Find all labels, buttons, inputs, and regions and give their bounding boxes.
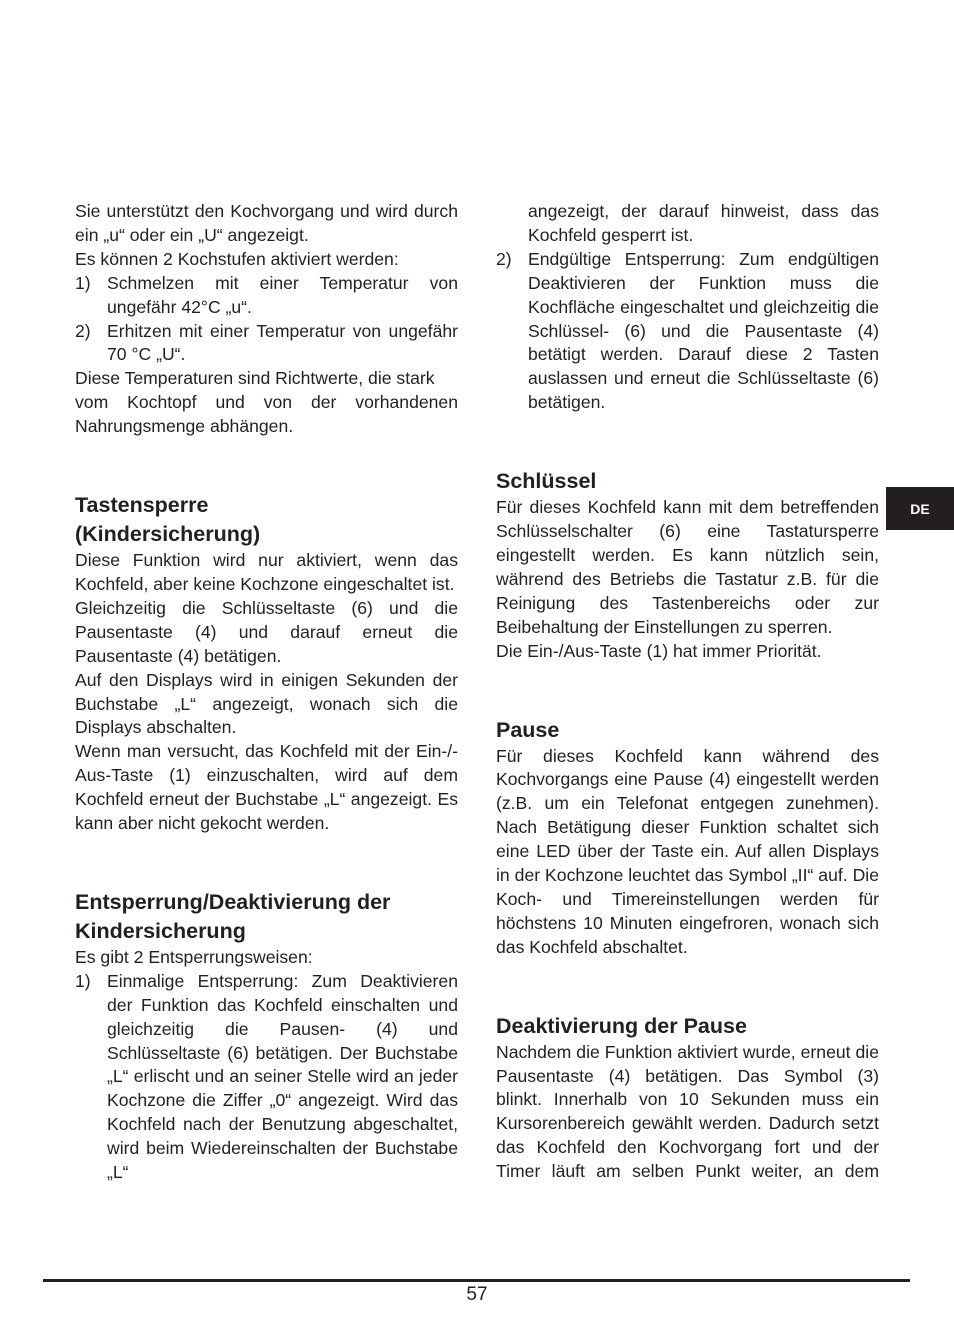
deaktivierung-paragraph: Nachdem die Funktion aktiviert wurde, erneut die Pausentaste (4) betätigen. Das Symbol (3) blinkt. Innerhalb von 10 Sekunden muss ein Kursorenbereich gewählt werden. Dadurch setzt das Kochfeld den Kochvorgang fort und der Timer läuft am selben Punkt weiter, an dem bbox=[496, 1041, 879, 1182]
left-column bbox=[75, 200, 458, 1185]
list-item-text: Einmalige Entsperrung: Zum Deaktivieren der Funktion das Kochfeld einschalten und gleichzeitig die Pausen- (4) und Schlüsseltaste (6) betätigen. Der Buchstabe „L“ erlischt und an seiner Stelle wird an jeder Kochzone die Ziffer „0“ angezeigt. Wird das Kochfeld nach der Benutzung abgeschaltet, wird beim Wiedereinschalten der Buchstabe „L“ bbox=[107, 970, 458, 1183]
list-item bbox=[496, 248, 879, 415]
intro-paragraph-2: Es können 2 Kochstufen aktiviert werden: bbox=[75, 248, 399, 269]
list-item bbox=[75, 320, 458, 368]
footer-divider bbox=[43, 1279, 910, 1282]
list-item bbox=[75, 272, 458, 320]
schluessel-paragraph-2: Die Ein-/Aus-Taste (1) hat immer Priorität. bbox=[496, 640, 822, 661]
list-item-number: 2) bbox=[496, 248, 512, 269]
list-item-text: Erhitzen mit einer Temperatur von ungefähr 70 °C „U“. bbox=[107, 320, 458, 365]
section-heading-entsperrung: Entsperrung/Deaktivierung der Kindersicherung bbox=[75, 889, 391, 943]
schluessel-paragraph-1: Für dieses Kochfeld kann mit dem betreffenden Schlüsselschalter (6) eine Tastatursperre eingestellt werden. Es kann nützlich sein, während des Betriebs die Tastatur z.B. für die Reinigung des Tastenbereichs oder zur Beibehaltung der Einstellungen zu sperren. bbox=[496, 497, 879, 637]
section-heading-pause: Pause bbox=[496, 717, 560, 742]
section-heading-schluessel: Schlüssel bbox=[496, 469, 597, 494]
tastensperre-paragraph: Auf den Displays wird in einigen Sekunden der Buchstabe „L“ angezeigt, wonach sich die Displays abschalten. bbox=[75, 669, 458, 738]
list-item-number: 1) bbox=[75, 272, 91, 293]
intro-paragraph-4: vom Kochtopf und von der vorhandenen Nahrungsmenge abhängen. bbox=[75, 392, 458, 437]
intro-paragraph-3: Diese Temperaturen sind Richtwerte, die stark bbox=[75, 368, 435, 389]
page-number: 57 bbox=[466, 1284, 488, 1305]
list-item-number: 2) bbox=[75, 320, 91, 341]
list-continuation: angezeigt, der darauf hinweist, dass das Kochfeld gesperrt ist. bbox=[528, 201, 879, 245]
list-item-number: 1) bbox=[75, 970, 91, 991]
tastensperre-paragraph: Gleichzeitig die Schlüsseltaste (6) und die Pausentaste (4) und darauf erneut die Pausentaste (4) betätigen. bbox=[75, 597, 458, 666]
intro-paragraph-1: Sie unterstützt den Kochvorgang und wird durch ein „u“ oder ein „U“ angezeigt. bbox=[75, 201, 458, 245]
list-item-text: Schmelzen mit einer Temperatur von ungefähr 42°C „u“. bbox=[107, 272, 458, 317]
tastensperre-paragraph: Wenn man versucht, das Kochfeld mit der Ein-/-Aus-Taste (1) einzuschalten, wird auf dem Kochfeld erneut der Buchstabe „L“ angezeigt. Es kann aber nicht gekocht werden. bbox=[75, 741, 458, 834]
list-item-text: Endgültige Entsperrung: Zum endgültigen Deaktivieren der Funktion muss die Kochfläche eingeschaltet und gleichzeitig die Schlüssel- (6) und die Pausentaste (4) betätigt werden. Darauf diese 2 Tasten auslassen und erneut die Schlüsseltaste (6) betätigen. bbox=[528, 248, 879, 413]
tastensperre-paragraph: Diese Funktion wird nur aktiviert, wenn das Kochfeld, aber keine Kochzone eingeschaltet ist. bbox=[75, 550, 458, 594]
list-item bbox=[75, 970, 458, 1185]
section-heading-deaktivierung: Deaktivierung der Pause bbox=[496, 1013, 747, 1038]
pause-paragraph: Für dieses Kochfeld kann während des Kochvorgangs eine Pause (4) eingestellt werden (z.B. um ein Telefonat entgegen zunehmen). Nach Betätigung dieser Funktion schaltet sich eine LED über der Taste ein. Auf allen Displays in der Kochzone leuchtet das Symbol „II“ auf. Die Koch- und Timereinstellungen werden für höchstens 10 Minuten eingefroren, wonach sich das Kochfeld abschaltet. bbox=[496, 745, 879, 957]
entsperrung-intro: Es gibt 2 Entsperrungsweisen: bbox=[75, 946, 313, 967]
right-column bbox=[496, 200, 879, 1184]
section-heading-tastensperre: Tastensperre (Kindersicherung) bbox=[75, 493, 261, 547]
language-tab: DE bbox=[886, 487, 954, 530]
